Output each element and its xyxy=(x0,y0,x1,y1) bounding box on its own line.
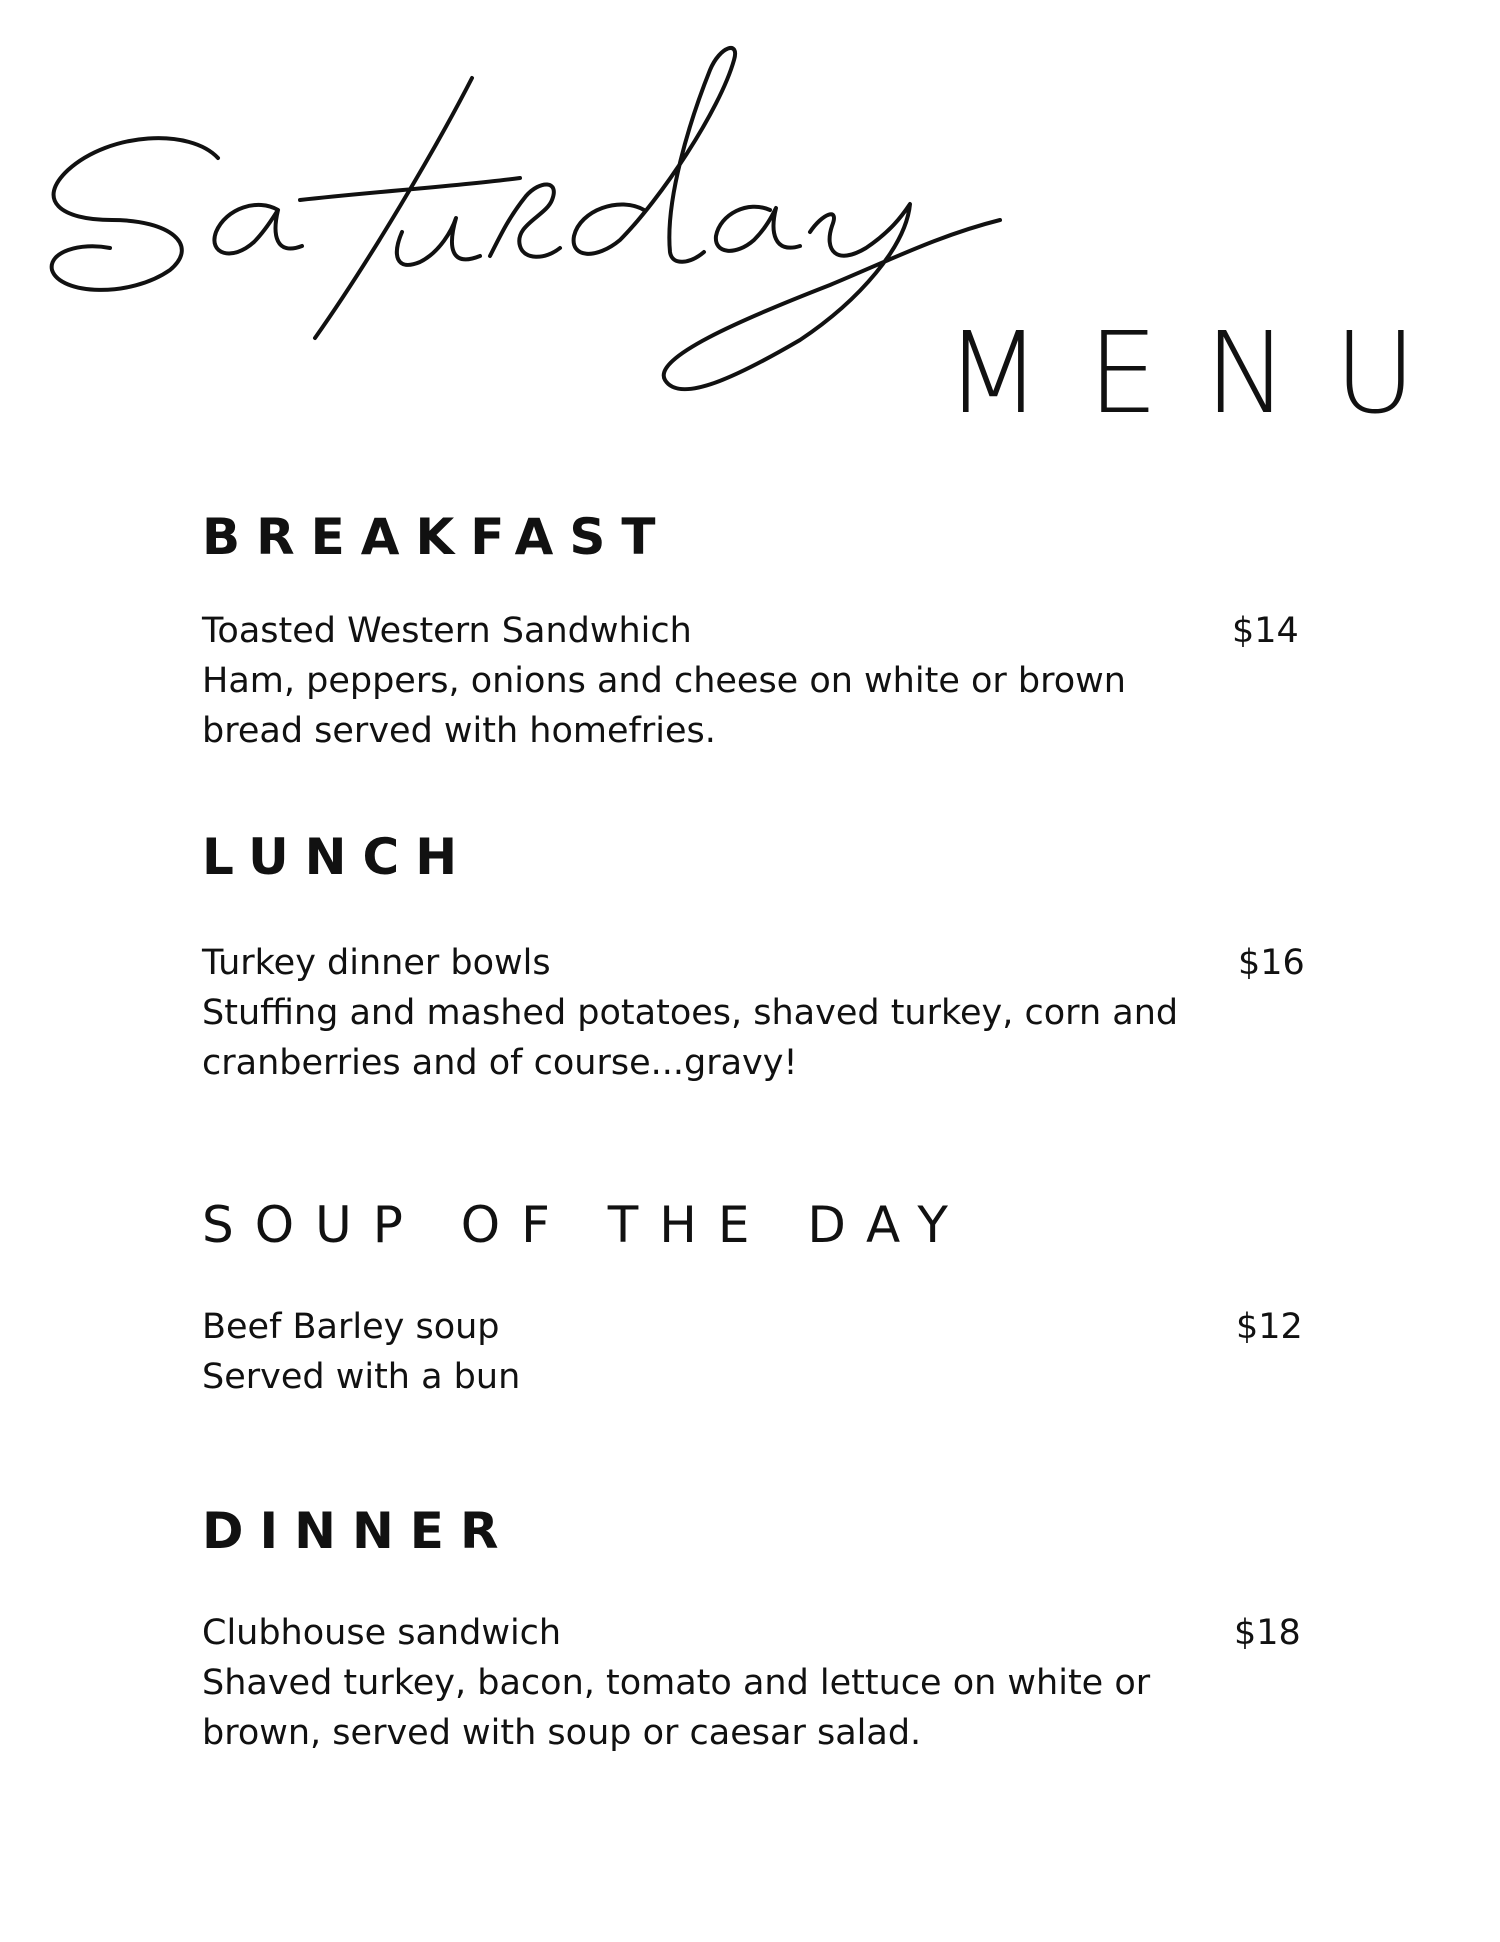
section-heading: LUNCH xyxy=(202,828,474,886)
item-price: $12 xyxy=(1236,1307,1303,1347)
menu-item xyxy=(202,606,1332,756)
section-heading: BREAKFAST xyxy=(202,508,672,566)
item-description: Served with a bun xyxy=(202,1357,521,1397)
item-name: Toasted Western Sandwhich xyxy=(202,611,692,651)
item-description: Stuffing and mashed potatoes, shaved turkey, corn and cranberries and of course...gravy! xyxy=(202,993,1179,1083)
item-name: Clubhouse sandwich xyxy=(202,1613,562,1653)
item-description: Shaved turkey, bacon, tomato and lettuce on white or brown, served with soup or caesar salad. xyxy=(202,1663,1151,1753)
item-price: $14 xyxy=(1232,611,1299,651)
section-heading: DINNER xyxy=(202,1502,515,1560)
section-lunch xyxy=(202,828,1332,1088)
item-price: $16 xyxy=(1238,943,1305,983)
item-name: Turkey dinner bowls xyxy=(202,943,551,983)
section-heading: SOUP OF THE DAY xyxy=(202,1196,969,1254)
item-price: $18 xyxy=(1234,1613,1301,1653)
menu-title: MENU xyxy=(945,309,1463,439)
menu-item xyxy=(202,1608,1332,1758)
item-description: Ham, peppers, onions and cheese on white or brown bread served with homefries. xyxy=(202,661,1126,751)
menu-item xyxy=(202,938,1332,1088)
section-dinner xyxy=(202,1502,1332,1758)
menu-item xyxy=(202,1302,1332,1402)
section-soup-of-the-day xyxy=(202,1196,1332,1402)
section-breakfast xyxy=(202,508,1332,756)
item-name: Beef Barley soup xyxy=(202,1307,500,1347)
